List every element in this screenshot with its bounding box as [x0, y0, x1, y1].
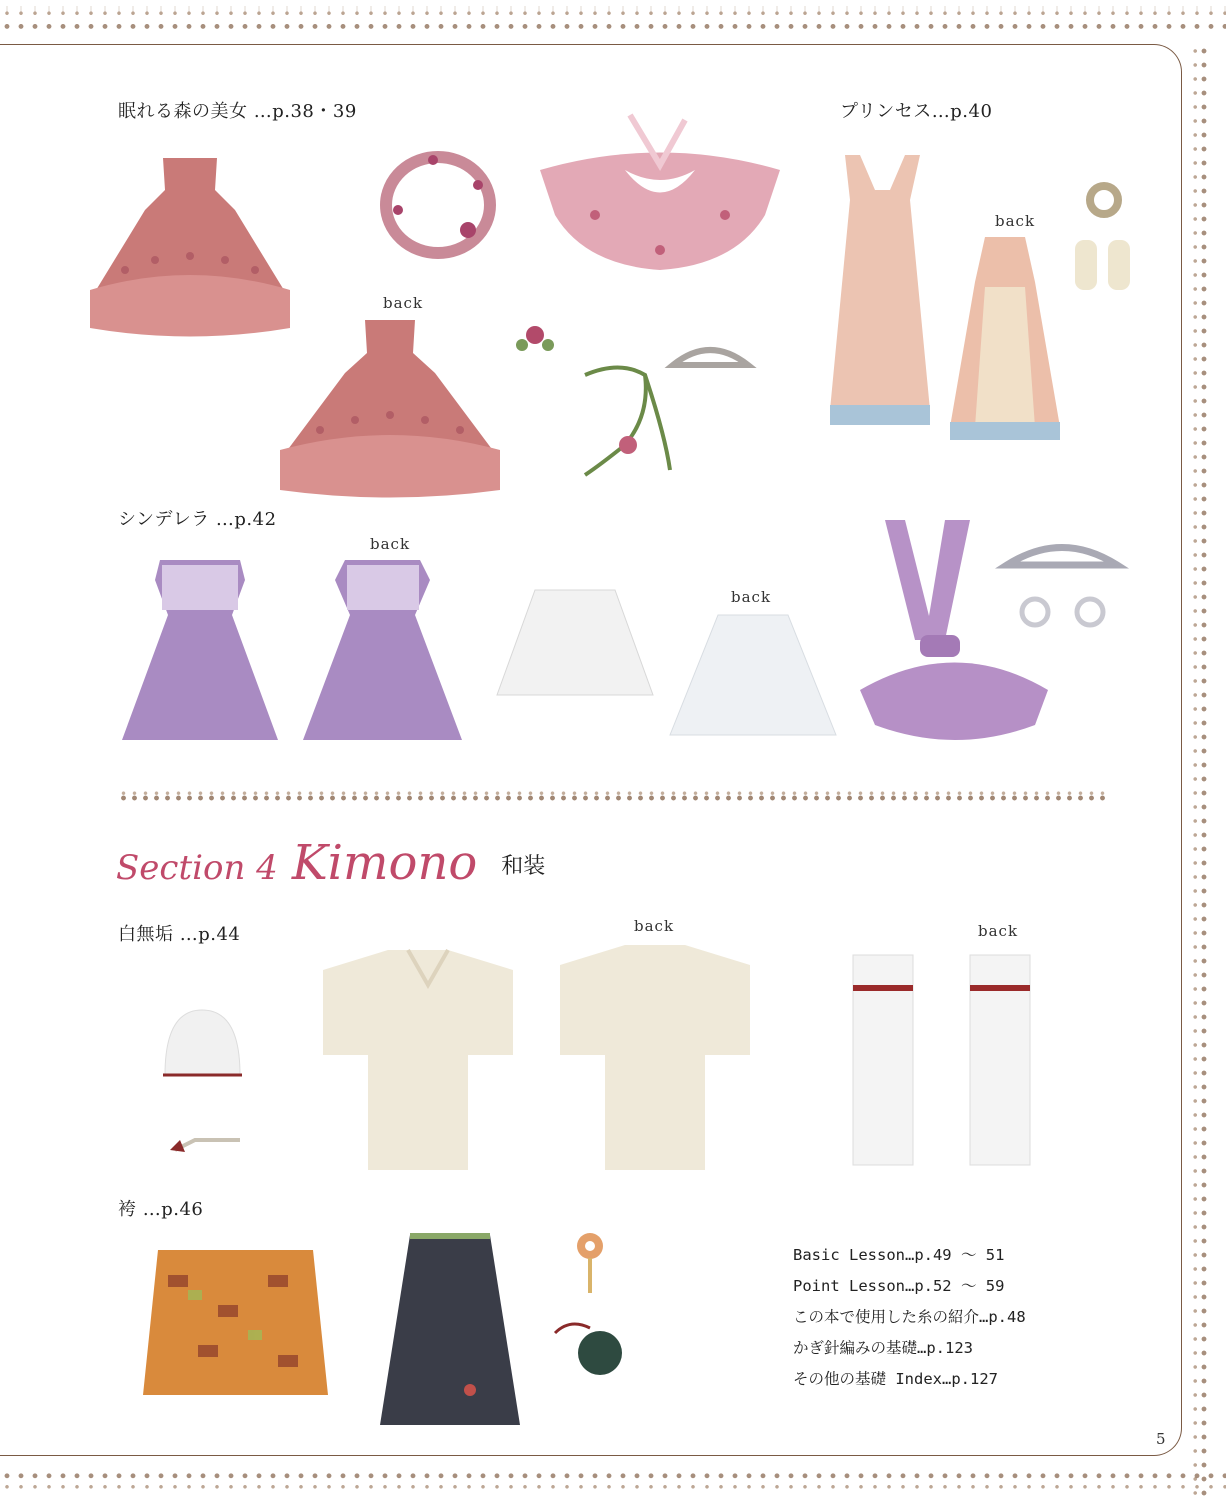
white-cape-back	[668, 610, 838, 745]
white-kimono-front	[848, 945, 918, 1170]
drawstring-pouch	[550, 1318, 630, 1378]
silver-tiara	[1002, 530, 1122, 570]
lesson-index	[793, 1240, 1026, 1395]
back-label: back	[978, 922, 1019, 940]
tassel-cord	[165, 1120, 250, 1160]
back-label: back	[731, 588, 772, 606]
gold-scrunchie	[1082, 180, 1127, 220]
section-divider	[118, 790, 1108, 806]
white-kimono-back	[965, 945, 1035, 1170]
section-number: Section 4	[116, 848, 278, 888]
back-label: back	[383, 294, 424, 312]
label-princess: プリンセス…p.40	[840, 101, 993, 122]
princess-dress-front	[815, 150, 945, 440]
bead-bracelets	[1015, 592, 1110, 632]
rose-vine-necklace	[570, 365, 680, 485]
navy-hakama-skirt	[375, 1230, 525, 1430]
back-label: back	[370, 535, 411, 553]
decorative-border-top	[0, 0, 1226, 44]
index-item: Basic Lesson…p.49 ～ 51	[793, 1246, 1005, 1264]
flower-wreath-headpiece	[378, 150, 498, 265]
index-item: かぎ針編みの基礎…p.123	[793, 1339, 973, 1357]
index-item: Point Lesson…p.52 ～ 59	[793, 1277, 1005, 1295]
sleeping-beauty-dress-back	[275, 315, 505, 500]
label-hakama: 袴 …p.46	[118, 1199, 204, 1220]
index-item: この本で使用した糸の紹介…p.48	[793, 1308, 1026, 1326]
back-label: back	[634, 917, 675, 935]
back-label: back	[995, 212, 1036, 230]
flower-hair-ornament	[570, 1228, 610, 1298]
section-heading	[116, 835, 545, 895]
white-cap	[160, 1005, 245, 1080]
page-number: 5	[1156, 1430, 1166, 1448]
white-cape-front	[495, 585, 655, 705]
cinderella-dress-back	[300, 555, 465, 750]
index-item: その他の基礎 Index…p.127	[793, 1370, 998, 1388]
section-title: Kimono	[291, 835, 478, 891]
decorative-border-bottom	[0, 1456, 1226, 1500]
cream-gloves	[1070, 235, 1140, 295]
cream-kimono-front	[318, 945, 518, 1180]
princess-dress-back	[940, 232, 1070, 447]
label-sleeping-beauty: 眠れる森の美女 …p.38・39	[118, 101, 357, 122]
label-shiromuku: 白無垢 …p.44	[118, 924, 241, 945]
rose-corsage	[510, 310, 560, 360]
silver-tiara-small	[668, 330, 753, 370]
cream-kimono-back	[555, 940, 755, 1180]
sleeping-beauty-dress-front	[85, 150, 295, 340]
section-subtitle: 和装	[501, 854, 546, 879]
pink-lace-collar	[535, 115, 785, 275]
decorative-border-right	[1182, 44, 1226, 1500]
cinderella-dress-front	[120, 555, 280, 750]
orange-patterned-jacket	[138, 1245, 333, 1405]
label-cinderella: シンデレラ …p.42	[118, 509, 277, 530]
